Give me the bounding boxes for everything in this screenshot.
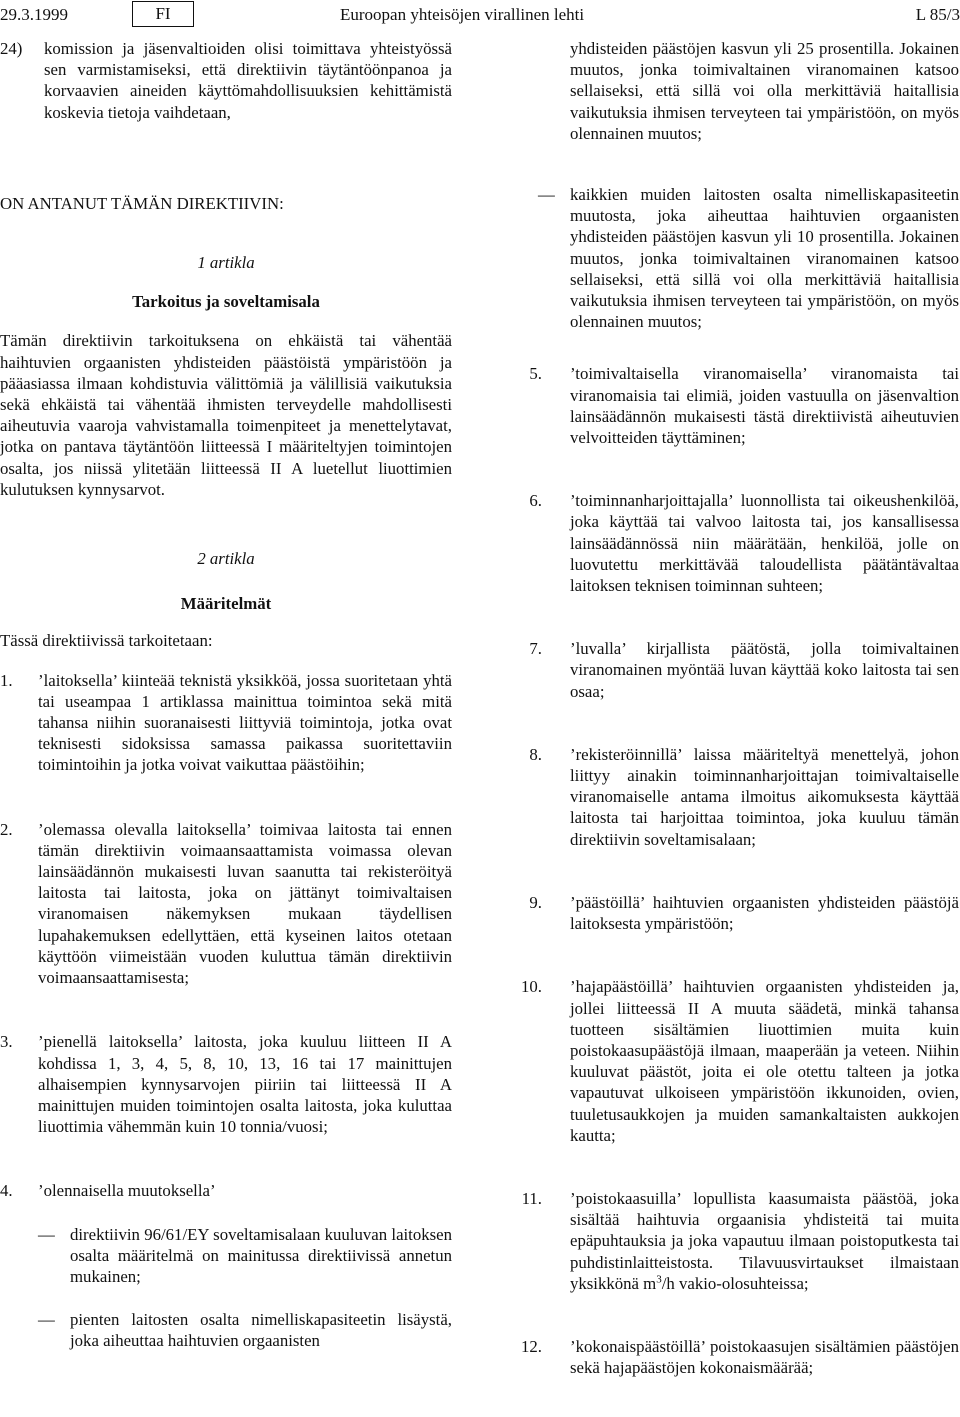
definition-item: [506, 638, 959, 702]
header-date: 29.3.1999: [0, 5, 68, 24]
definition-item: [506, 744, 959, 850]
adoption-formula: ON ANTANUT TÄMÄN DIREKTIIVIN:: [0, 193, 284, 213]
definition-text: [570, 1188, 959, 1294]
definition-text: ’toiminnanharjoittajalla’ luonnollista tai oikeushenkilöä, joka käyttää tai valvoo laitosta tai, jos kansallisessa lainsäädännössä niin määrätään, henkilöä, jolle on luovutettu merkittävää taloudellista päätäntävaltaa laitoksen teknisen toiminnan suhteen;: [570, 491, 959, 596]
definition-text: ’laitoksella’ kiinteää teknistä yksikköä, jossa suoritetaan yhtä tai useampaa 1 artiklassa mainittua toimintoa sekä mitä tahansa niihin suoranaisesti liittyviä toimintoja, jotka ovat teknisesti sidoksissa samassa paikassa suoritettaviin toimintoihin ja jotka voivat vaikuttaa päästöihin;: [38, 670, 452, 775]
definition-number: 8.: [529, 744, 542, 764]
definition-4-dash-1: [38, 1224, 452, 1288]
definition-text: ’olemassa olevalla laitoksella’ toimivaa laitosta tai ennen tämän direktiivin voimaansaattamista voimassa olevan lainsäädännön mukaisesti luvan saanutta tai rekisteröityä laitosta tai laitosta, joka on jättänyt toimivaltaisen viranomaisen näkemyksen mukaan täydellisen lupahakemuksen edellyttäen, että kyseinen laitos otetaan käyttöön viimeistään vuoden kuluttua tämän direktiivin voimaansaattamisesta;: [38, 819, 452, 988]
article-1-text: Tämän direktiivin tarkoituksena on ehkäistä tai vähentää haihtuvien orgaanisten yhdisteiden päästöistä ympäristöön ja pääasiassa ilmaan kohdistuvia välittömiä ja välillisiä vaikutuksia sekä ehkäistä tai vähentää ihmisten terveydelle mahdollisesti aiheutuvia vaaroja vahvistamalla toimenpiteet ja menettelytavat, jotka on pantava täytäntöön liitteessä I määriteltyjen toimintojen osalta, jos niissä ylitetään liitteessä II A luetellut liuottimien kulutuksen kynnysarvot.: [0, 331, 452, 499]
definition-text: ’toimivaltaisella viranomaisella’ viranomaista tai viranomaisia tai elimiä, joiden vastuulla on jäsenvaltion lainsäädännön mukaisesti tästä direktiivistä aiheutuvien velvoitteiden täyttäminen;: [570, 364, 959, 448]
recital-24: [0, 38, 452, 123]
definition-4-dash-3: [538, 184, 959, 332]
article-2-number: 2 artikla: [197, 549, 255, 569]
definition-4-continuation: yhdisteiden päästöjen kasvun yli 25 prosentilla. Jokainen muutos, jonka toimivaltainen viranomainen katsoo sellaiseksi, että sillä voi olla merkittäviä haitallisia vaikutuksia ihmisen terveyteen tai ympäristöön, on myös olennainen muutos;: [570, 39, 959, 143]
definition-text: ’pienellä laitoksella’ laitosta, joka kuuluu liitteen II A kohdissa 1, 3, 4, 5, 8, 10, 13, 16 tai 17 mainittujen alhaisempien kynnysarvojen piiriin tai liitteessä II A mainittujen muiden toimintojen osalta laitosta, joka kuluttaa liuottimia vähemmän kuin 10 tonnia/vuosi;: [38, 1032, 452, 1137]
recital-text: komission ja jäsenvaltioiden olisi toimittava yhteistyössä sen varmistamiseksi, että direktiivin täytäntöönpanoa ja korvaavien aineiden käyttömahdollisuuksien kehittämistä koskevia tietoja vaihdetaan,: [44, 39, 452, 122]
definition-number: 3.: [0, 1032, 13, 1052]
definition-number: 1.: [0, 670, 13, 690]
article-1-number: 1 artikla: [197, 253, 255, 273]
page-header: [0, 0, 960, 30]
dash-text: direktiivin 96/61/EY soveltamisalaan kuuluvan laitoksen osalta määritelmä on mainitussa direktiivissä annetun mukainen;: [70, 1224, 452, 1286]
article-2-title: Määritelmät: [180, 594, 272, 614]
definition-item: [0, 1180, 452, 1201]
superscript: 3: [656, 1273, 662, 1286]
definition-4-dash-2: [38, 1309, 452, 1351]
dash-mark: —: [538, 185, 555, 205]
definition-item: [0, 670, 452, 776]
dash-mark: —: [38, 1224, 55, 1244]
definition-text: ’hajapäästöillä’ haihtuvien orgaanisten yhdisteiden ja, jollei liitteessä II A muuta säädetä, minkä tahansa tuotteen sisältämien liuottimien muita kuin poistokaasupäästöjä ilmaan, maaperään ja veteen. Niihin kuuluvat päästöt, joita ei ole otettu talteen ja jotka vapautuvat ulkoiseen ympäristöön ikkunoiden, ovien, tuuletusaukkojen ja muiden samankaltaisten aukkojen kautta;: [570, 977, 959, 1145]
definition-item: [506, 363, 959, 448]
definition-number: 4.: [0, 1181, 13, 1201]
definition-item: [0, 819, 452, 989]
recital-number: 24): [0, 39, 23, 58]
definition-item: [506, 1336, 959, 1378]
definition-text-part: /h vakio-olosuhteissa;: [661, 1273, 809, 1293]
left-column: [0, 38, 452, 1352]
definition-number: 6.: [529, 491, 542, 511]
definition-number: 11.: [521, 1188, 542, 1208]
definition-text: ’rekisteröinnillä’ laissa määriteltyä menettelyä, johon liittyy ainakin toiminnanharjoittajan toimivaltaiselle viranomaiselle antama ilmoitus aikomuksesta käyttää laitosta tai harjoittaa toimintoa, joka kuuluu tämän direktiivin soveltamisalaan;: [570, 744, 959, 849]
article-2-intro: Tässä direktiivissä tarkoitetaan:: [0, 631, 213, 651]
definition-item: [0, 1031, 452, 1137]
definition-item: [506, 1188, 959, 1294]
article-1-title: Tarkoitus ja soveltamisala: [132, 292, 320, 312]
journal-title: Euroopan yhteisöjen virallinen lehti: [340, 5, 585, 24]
definition-number: 10.: [521, 977, 542, 997]
definition-item: [506, 490, 959, 596]
definition-text: ’kokonaispäästöillä’ poistokaasujen sisältämien päästöjen sekä hajapäästöjen kokonaismäärää;: [570, 1336, 959, 1378]
definition-item: [506, 892, 959, 934]
dash-text: pienten laitosten osalta nimelliskapasiteetin lisäystä, joka aiheuttaa haihtuvien orgaanisten: [70, 1310, 452, 1351]
language-code-box: FI: [132, 1, 194, 27]
definition-item: [506, 976, 959, 1146]
definition-text: ’luvalla’ kirjallista päätöstä, jolla toimivaltainen viranomainen myöntää luvan käyttää koko laitosta tai sen osaa;: [570, 639, 959, 701]
definition-number: 5.: [529, 364, 542, 384]
definition-number: 12.: [521, 1336, 542, 1356]
right-column: [506, 38, 959, 1378]
definition-text: ’päästöillä’ haihtuvien orgaanisten yhdisteiden päästöjä laitoksesta ympäristöön;: [570, 892, 959, 934]
definition-text: ’olennaisella muutoksella’: [38, 1181, 216, 1201]
definition-text-part: ’poistokaasuilla’ lopullista kaasumaista päästöä, joka sisältää haihtuvia orgaanisia yhdisteitä tai muita epäpuhtauksia ja joka vapautuu ilmaan poistoputkesta tai puhdistinlaitteistosta. Tilavuusvirtaukset ilmaistaan yksikkönä m: [570, 1188, 959, 1293]
page-number: L 85/3: [915, 5, 960, 24]
definition-number: 7.: [529, 639, 542, 659]
definition-number: 9.: [529, 892, 542, 912]
dash-mark: —: [38, 1310, 55, 1330]
definition-number: 2.: [0, 819, 13, 839]
dash-text: kaikkien muiden laitosten osalta nimelliskapasiteetin muutosta, joka aiheuttaa haihtuvien orgaanisten yhdisteiden päästöjen kasvun yli 10 prosentilla. Jokainen muutos, jonka toimivaltainen viranomainen katsoo sellaiseksi, että sillä voi olla merkittäviä haitallisia vaikutuksia ihmisen terveyteen tai ympäristöön, on myös olennainen muutos;: [570, 185, 959, 332]
